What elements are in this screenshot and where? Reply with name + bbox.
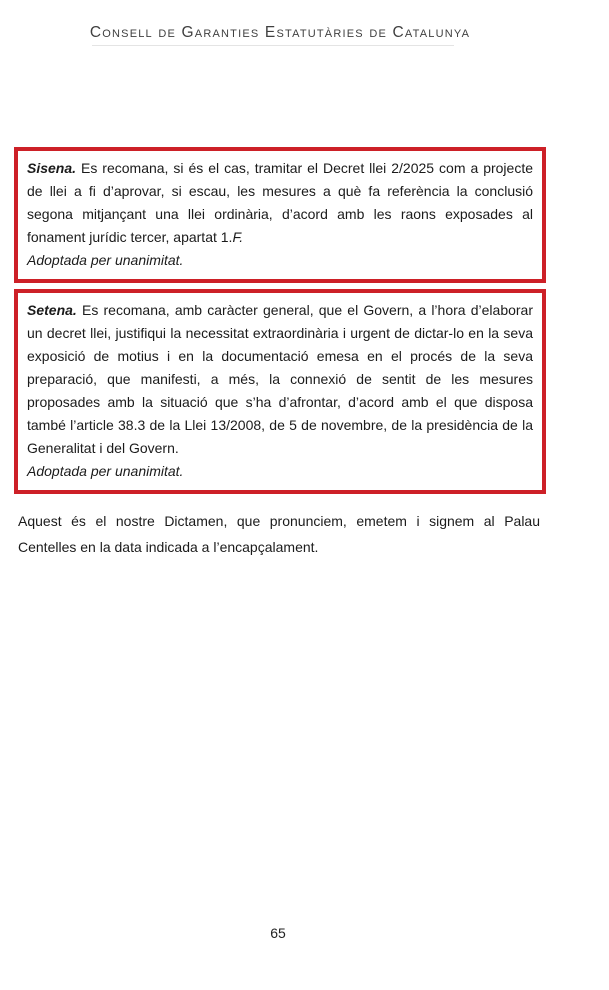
- closing-paragraph: Aquest és el nostre Dictamen, que pronunciem, emetem i signem al Palau Centelles en la data indicada a l’encapçalament.: [18, 513, 540, 555]
- conclusion-setena-adopted: Adoptada per unanimitat.: [27, 463, 184, 479]
- conclusion-sisena-adopted: Adoptada per unanimitat.: [27, 252, 184, 268]
- conclusion-box-setena: [14, 289, 546, 494]
- page-title: Consell de Garanties Estatutàries de Catalunya: [89, 24, 471, 41]
- header-rule: [92, 45, 454, 46]
- conclusion-sisena-body: Es recomana, si és el cas, tramitar el Decret llei 2/2025 com a projecte de llei a fi d’aprovar, si escau, les mesures a què fa referència la conclusió segona mitjançant una llei ordinària, d’acord amb les raons exposades al fonament jurídic tercer, apartat 1.: [27, 160, 534, 245]
- conclusion-setena-body: Es recomana, amb caràcter general, que el Govern, a l’hora d’elaborar un decret llei, justifiqui la necessitat extraordinària i urgent de dictar-lo en la seva exposició de motius i en la documentació emesa en el procés de la seva preparació, que manifesti, a més, la connexió de sentit de les mesures proposades amb la situació que s’ha d’afrontar, d’acord amb el que disposa també l’article 38.3 de la Llei 13/2008, de 5 de novembre, de la presidència de la Generalitat i del Govern.: [27, 302, 534, 456]
- conclusion-sisena-paragraph: [27, 157, 533, 249]
- page-number: 65: [270, 925, 286, 941]
- conclusion-box-sisena: [14, 147, 546, 283]
- conclusion-setena-paragraph: [27, 299, 533, 460]
- conclusion-setena-lead: Setena.: [27, 302, 77, 318]
- conclusion-sisena-body-italic-tail: F.: [232, 229, 244, 245]
- conclusion-sisena-lead: Sisena.: [27, 160, 77, 176]
- content-column: [14, 0, 546, 560]
